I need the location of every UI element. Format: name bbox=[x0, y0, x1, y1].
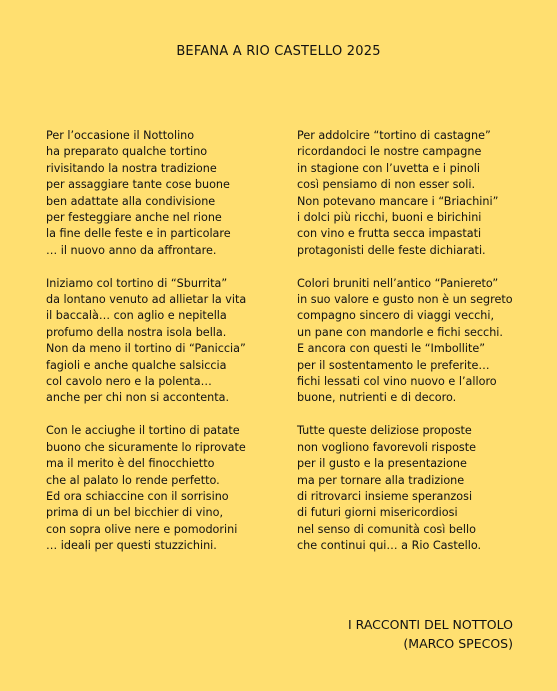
poem-line: ma il merito è del finocchietto bbox=[46, 457, 215, 471]
signature-author: (MARCO SPECOS) bbox=[403, 636, 513, 651]
poem-line: per il sostentamento le preferite… bbox=[297, 358, 490, 372]
poem-line: E ancora con questi le “Imbollite” bbox=[297, 342, 486, 356]
poem-line: così pensiamo di non esser soli. bbox=[297, 178, 476, 192]
poem-line: la fine delle feste e in particolare bbox=[46, 227, 231, 241]
poem-line: da lontano venuto ad allietar la vita bbox=[46, 293, 247, 307]
poem-line: in suo valore e gusto non è un segreto bbox=[297, 293, 513, 307]
poem-right-column bbox=[297, 128, 513, 555]
poem-line: Per l’occasione il Nottolino bbox=[46, 129, 195, 142]
poem-line: non vogliono favorevoli risposte bbox=[297, 440, 477, 454]
poem-line: Per addolcire “tortino di castagne” bbox=[297, 129, 491, 142]
poem-line: ma per tornare alla tradizione bbox=[297, 473, 465, 487]
poem-line: … il nuovo anno da affrontare. bbox=[46, 243, 217, 257]
poem-line: per il gusto e la presentazione bbox=[297, 457, 467, 471]
stanza bbox=[297, 128, 513, 259]
poem-line: anche per chi non si accontenta. bbox=[46, 391, 229, 405]
poem-line: un pane con mandorle e fichi secchi. bbox=[297, 325, 503, 339]
poem-left-column bbox=[46, 128, 246, 555]
poem-line: di futuri giorni misericordiosi bbox=[297, 506, 458, 520]
poem-line: con sopra olive nere e pomodorini bbox=[46, 522, 238, 536]
poem-line: per festeggiare anche nel rione bbox=[46, 211, 222, 225]
author-signature bbox=[348, 615, 513, 653]
stanza bbox=[297, 276, 513, 407]
poem-line: Iniziamo col tortino di “Sburrita” bbox=[46, 276, 228, 290]
poem-line: fichi lessati col vino nuovo e l’alloro bbox=[297, 375, 497, 389]
poem-line: fagioli e anche qualche salsiccia bbox=[46, 358, 227, 372]
poem-line: rivisitando la nostra tradizione bbox=[46, 161, 217, 175]
poem-line: che continui qui… a Rio Castello. bbox=[297, 539, 482, 553]
poem-line: di ritrovarci insieme speranzosi bbox=[297, 489, 473, 503]
poem-line: prima di un bel bicchier di vino, bbox=[46, 506, 224, 520]
poem-line: profumo della nostra isola bella. bbox=[46, 325, 227, 339]
poem-line: buono che sicuramente lo riprovate bbox=[46, 440, 246, 454]
poem-line: compagno sincero di viaggi vecchi, bbox=[297, 309, 495, 323]
stanza bbox=[46, 276, 246, 407]
stanza bbox=[46, 128, 246, 259]
poem-line: in stagione con l’uvetta e i pinoli bbox=[297, 161, 480, 175]
poem-line: ben adattate alla condivisione bbox=[46, 194, 216, 208]
poem-line: ha preparato qualche tortino bbox=[46, 145, 208, 159]
poem-line: Tutte queste deliziose proposte bbox=[297, 424, 472, 438]
poem-line: buone, nutrienti e di decoro. bbox=[297, 391, 457, 405]
poem-line: per assaggiare tante cose buone bbox=[46, 178, 230, 192]
poem-line: il baccalà… con aglio e nepitella bbox=[46, 309, 227, 323]
poem-line: che al palato lo rende perfetto. bbox=[46, 473, 220, 487]
poem-line: con vino e frutta secca impastati bbox=[297, 227, 482, 241]
page-title: BEFANA A RIO CASTELLO 2025 bbox=[176, 44, 381, 59]
poem-line: Con le acciughe il tortino di patate bbox=[46, 424, 240, 438]
stanza bbox=[46, 423, 246, 554]
poem-line: Non da meno il tortino di “Paniccia” bbox=[46, 342, 246, 356]
poem-line: i dolci più ricchi, buoni e birichini bbox=[297, 211, 482, 225]
poem-line: nel senso di comunità così bello bbox=[297, 522, 476, 536]
poem-line: Ed ora schiaccine con il sorrisino bbox=[46, 489, 229, 503]
poem-line: … ideali per questi stuzzichini. bbox=[46, 539, 217, 553]
poem-line: Colori bruniti nell’antico “Paniereto” bbox=[297, 276, 499, 290]
poem-line: Non potevano mancare i “Briachini” bbox=[297, 194, 499, 208]
poem-line: protagonisti delle feste dichiarati. bbox=[297, 243, 486, 257]
poem-line: col cavolo nero e la polenta… bbox=[46, 375, 212, 389]
stanza bbox=[297, 423, 513, 554]
signature-series: I RACCONTI DEL NOTTOLO bbox=[347, 617, 513, 632]
poem-line: ricordandoci le nostre campagne bbox=[297, 145, 482, 159]
